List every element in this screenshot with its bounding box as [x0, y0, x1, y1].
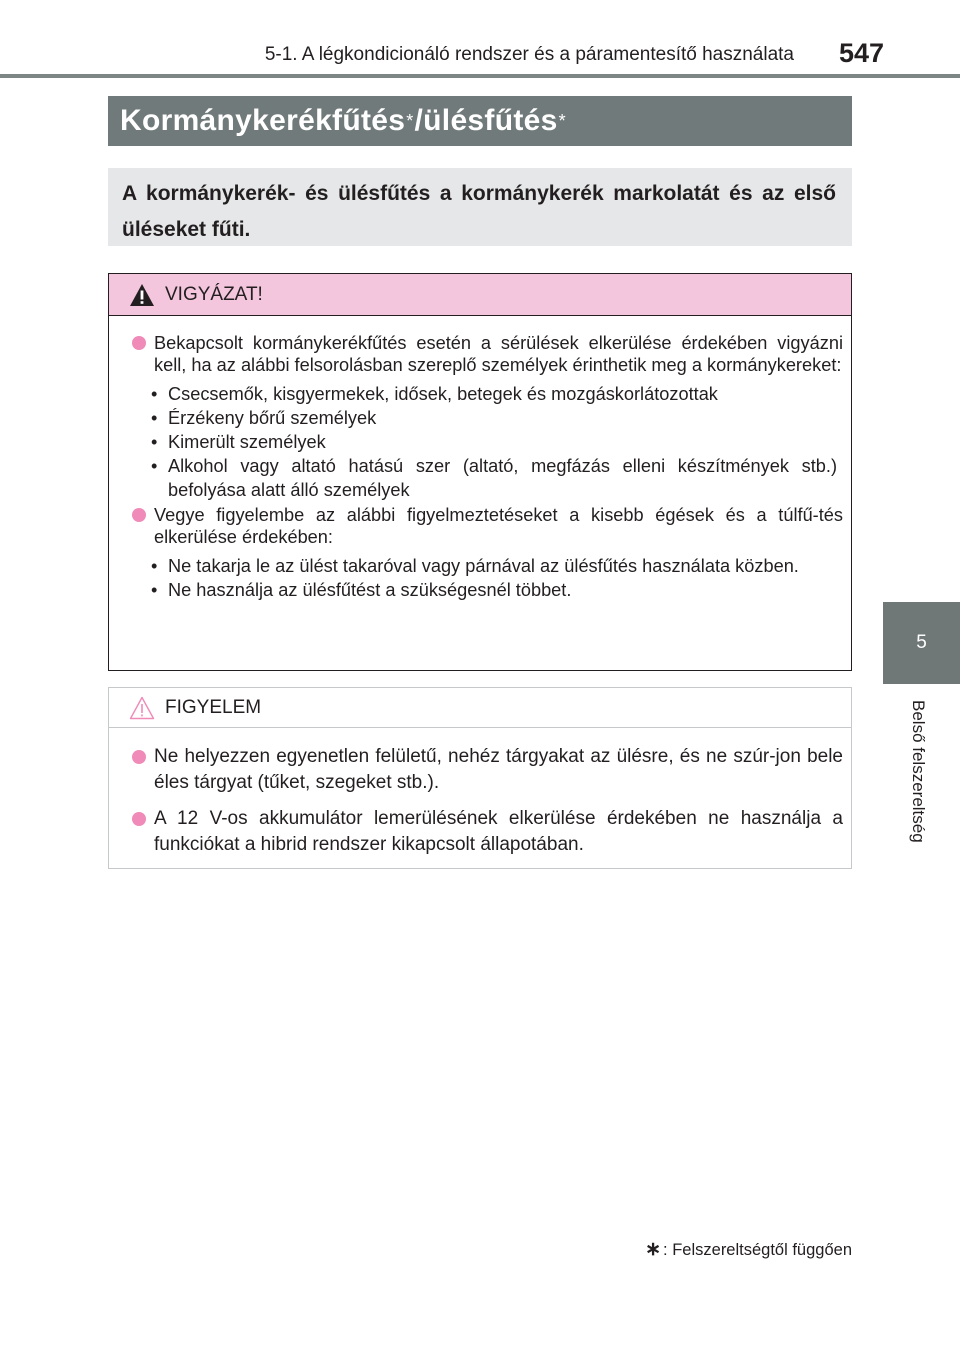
caution-sublist	[131, 382, 843, 502]
asterisk-mark: *	[558, 110, 566, 131]
bullet-mark: •	[151, 384, 158, 404]
notice-heading: FIGYELEM	[165, 696, 262, 718]
caution-body	[109, 316, 851, 602]
footnote-asterisk: ∗	[645, 1239, 662, 1260]
bullet-mark: •	[151, 456, 158, 476]
chapter-tab	[883, 602, 960, 684]
caution-item	[131, 332, 843, 376]
list-item: • Érzékeny bőrű személyek	[151, 408, 377, 428]
bullet-mark: •	[151, 580, 158, 600]
bullet-dot-icon	[132, 750, 146, 764]
caution-item-text: Vegye figyelembe az alábbi figyelmeztetéseket a kisebb égések és a túlfű-tés elkerülése érdekében:	[154, 505, 843, 547]
chapter-title: 5-1. A légkondicionáló rendszer és a páramentesítő használata	[264, 44, 794, 65]
notice-box	[108, 687, 852, 869]
caution-item	[131, 504, 843, 548]
bullet-dot-icon	[132, 508, 146, 522]
footnote-text: : Felszereltségtől függően	[663, 1241, 852, 1259]
list-item: • Kimerült személyek	[151, 432, 326, 452]
section-title-part1: Kormánykerékfűtés	[120, 104, 406, 137]
asterisk-mark: *	[406, 110, 414, 131]
notice-warning-icon	[129, 696, 155, 720]
list-item: • Ne használja az ülésfűtést a szükségesnél többet.	[151, 580, 572, 600]
caution-heading: VIGYÁZAT!	[165, 283, 263, 305]
bullet-mark: •	[151, 408, 158, 428]
chapter-tab-label: Belső felszereltség	[909, 700, 928, 843]
page-number: 547	[838, 38, 884, 68]
bullet-mark: •	[151, 432, 158, 452]
warning-icon	[129, 283, 155, 307]
caution-header	[109, 274, 851, 316]
notice-item-text: A 12 V-os akkumulátor lemerülésének elkerülése érdekében ne használja a funkciókat a hibrid rendszer kikapcsolt állapotában.	[154, 808, 843, 855]
notice-header	[109, 688, 851, 728]
notice-item	[131, 806, 843, 858]
bullet-mark: •	[151, 556, 158, 576]
bullet-dot-icon	[132, 336, 146, 350]
section-summary: A kormánykerék- és ülésfűtés a kormánykerék markolatát és az első üléseket fűti.	[108, 168, 852, 246]
list-item: • Csecsemők, kisgyermekek, idősek, betegek és mozgáskorlátozottak	[151, 384, 718, 404]
notice-item-text: Ne helyezzen egyenetlen felületű, nehéz tárgyakat az ülésre, és ne szúr-jon bele éles tárgyat (tűket, szegeket stb.).	[154, 746, 843, 793]
section-title	[108, 96, 852, 146]
list-item: • Ne takarja le az ülést takaróval vagy párnával az ülésfűtés használata közben.	[151, 556, 799, 576]
caution-box	[108, 273, 852, 671]
caution-item-text: Bekapcsolt kormánykerékfűtés esetén a sérülések elkerülése érdekében vigyázni kell, ha az alábbi felsorolásban szereplő személyek érinthetik meg a kormánykereket:	[154, 333, 843, 375]
chapter-number: 5	[916, 632, 927, 653]
notice-item	[131, 744, 843, 796]
header-divider	[0, 74, 960, 78]
section-title-part2: /ülésfűtés	[414, 104, 558, 137]
caution-sublist	[131, 554, 843, 602]
bullet-dot-icon	[132, 812, 146, 826]
list-item: • Alkohol vagy altató hatású szer (altató, megfázás elleni készítmények stb.) befolyása alatt álló személyek	[151, 456, 837, 500]
footnote	[560, 1238, 852, 1261]
notice-body	[109, 728, 851, 858]
